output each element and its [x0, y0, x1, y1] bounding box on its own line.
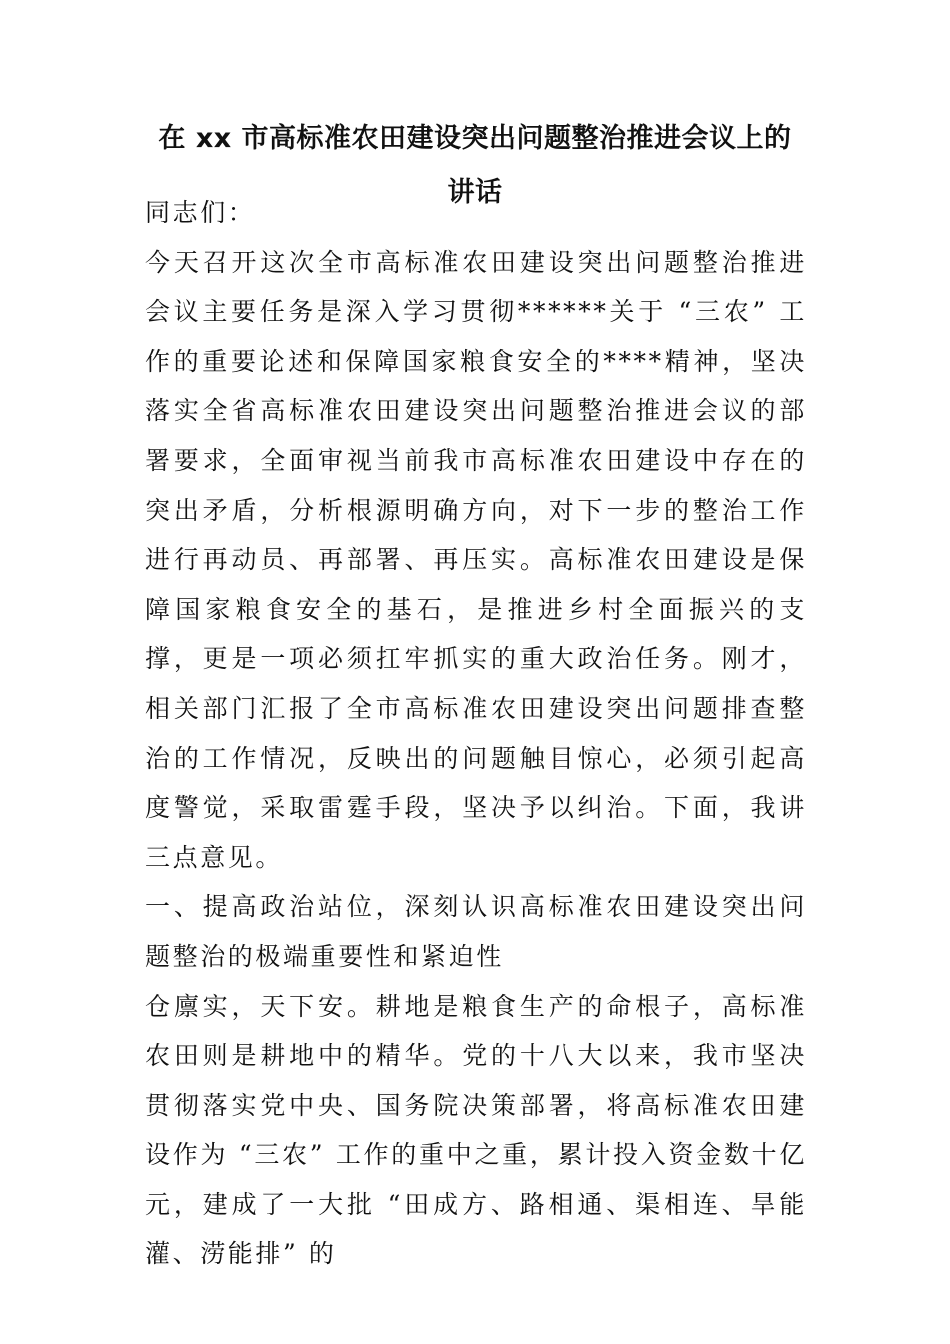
document-title: 在 xx 市高标准农田建设突出问题整治推进会议上的讲话: [158, 123, 792, 208]
section-paragraph: 仓廪实，天下安。耕地是粮食生产的命根子，高标准农田则是耕地中的精华。党的十八大以来，我市坚决贯彻落实党中央、国务院决策部署，将高标准农田建设作为 “三农” 工作的重中之重，累计投入资金数十亿元，建成了一大批 “田成方、路相通、渠相连、旱能灌、涝能排” 的: [145, 991, 807, 1269]
document-body: [145, 188, 807, 1279]
section-heading: 一、提高政治站位，深刻认识高标准农田建设突出问题整治的极端重要性和紧迫性: [145, 892, 807, 971]
salutation: 同志们：: [145, 198, 256, 227]
intro-paragraph: 今天召开这次全市高标准农田建设突出问题整治推进会议主要任务是深入学习贯彻******关于 “三农” 工作的重要论述和保障国家粮食安全的****精神，坚决落实全省高标准农田建设突出问题整治推进会议的部署要求，全面审视当前我市高标准农田建设中存在的突出矛盾，分析根源明确方向，对下一步的整治工作进行再动员、再部署、再压实。高标准农田建设是保障国家粮食安全的基石，是推进乡村全面振兴的支撑，更是一项必须扛牢抓实的重大政治任务。刚才，相关部门汇报了全市高标准农田建设突出问题排查整治的工作情况，反映出的问题触目惊心，必须引起高度警觉，采取雷霆手段，坚决予以纠治。下面，我讲三点意见。: [145, 247, 807, 872]
